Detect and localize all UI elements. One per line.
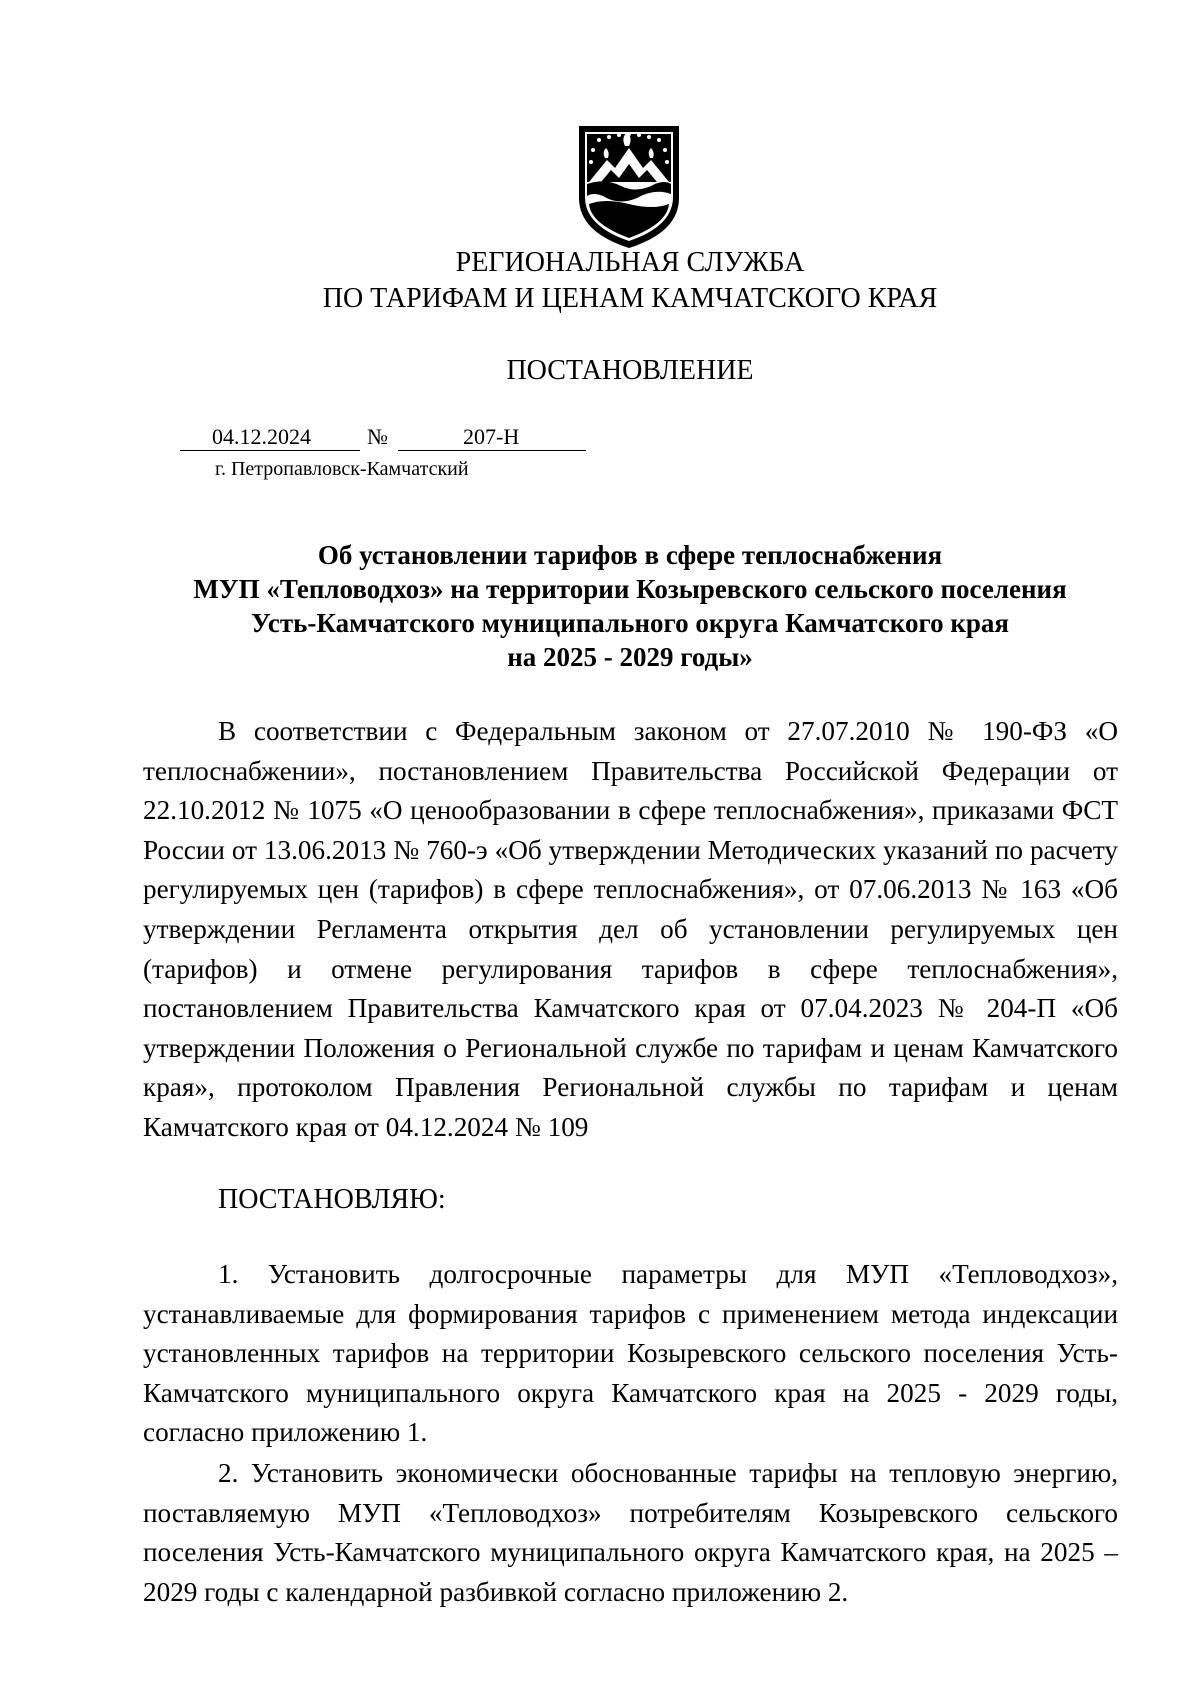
number-sign: № [367, 424, 388, 449]
registration-details [180, 424, 586, 452]
document-type-heading: ПОСТАНОВЛЕНИЕ [506, 355, 754, 386]
document-title-line-2: МУП «Тепловодхоз» на территории Козыревского сельского поселения [193, 574, 1067, 604]
preamble-paragraph: В соответствии с Федеральным законом от 27.07.2010 № 190-ФЗ «О теплоснабжении», постановлением Правительства Российской Федерации от 22.10.2012 № 1075 «О ценообразовании в сфере теплоснабжения», приказами ФСТ России от 13.06.2013 № 760-э «Об утверждении Методических указаний по расчету регулируемых цен (тарифов) в сфере теплоснабжения», от 07.06.2013 № 163 «Об утверждении Регламента открытия дел об установлении регулируемых цен (тарифов) и отмене регулирования тарифов в сфере теплоснабжения», постановлением Правительства Камчатского края от 07.04.2023 № 204-П «Об утверждении Положения о Региональной службе по тарифам и ценам Камчатского края», протоколом Правления Региональной службы по тарифам и ценам Камчатского края от 04.12.2024 № 109 [143, 716, 1118, 1142]
organization-name-line-2: ПО ТАРИФАМ И ЦЕНАМ КАМЧАТСКОГО КРАЯ [322, 283, 938, 314]
document-title-line-3: Усть-Камчатского муниципального округа Камчатского края [250, 608, 1010, 638]
number-underline [398, 450, 586, 451]
kamchatka-coat-of-arms-icon [575, 120, 683, 250]
document-title-line-4: на 2025 - 2029 годы» [507, 642, 753, 672]
decree-item-1: 1. Установить долгосрочные параметры для МУП «Тепловодхоз», устанавливаемые для формирования тарифов с применением метода индексации установленных тарифов на территории Козыревского сельского поселения Усть-Камчатского муниципального округа Камчатского края на 2025 - 2029 годы, согласно приложению 1. [143, 1259, 1118, 1448]
document-date: 04.12.2024 [212, 424, 311, 449]
date-underline [180, 450, 360, 451]
document-title-line-1: Об установлении тарифов в сфере теплоснабжения [317, 540, 943, 570]
organization-name-line-1: РЕГИОНАЛЬНАЯ СЛУЖБА [455, 247, 805, 278]
decree-word: ПОСТАНОВЛЯЮ: [218, 1184, 446, 1215]
decree-item-2: 2. Установить экономически обоснованные тарифы на тепловую энергию, поставляемую МУП «Тепловодхоз» потребителям Козыревского сельского поселения Усть-Камчатского муниципального округа Камчатского края, на 2025 – 2029 годы с календарной разбивкой согласно приложению 2. [143, 1458, 1118, 1607]
document-number: 207-Н [463, 424, 520, 449]
city-name: г. Петропавловск-Камчатский [215, 458, 469, 480]
